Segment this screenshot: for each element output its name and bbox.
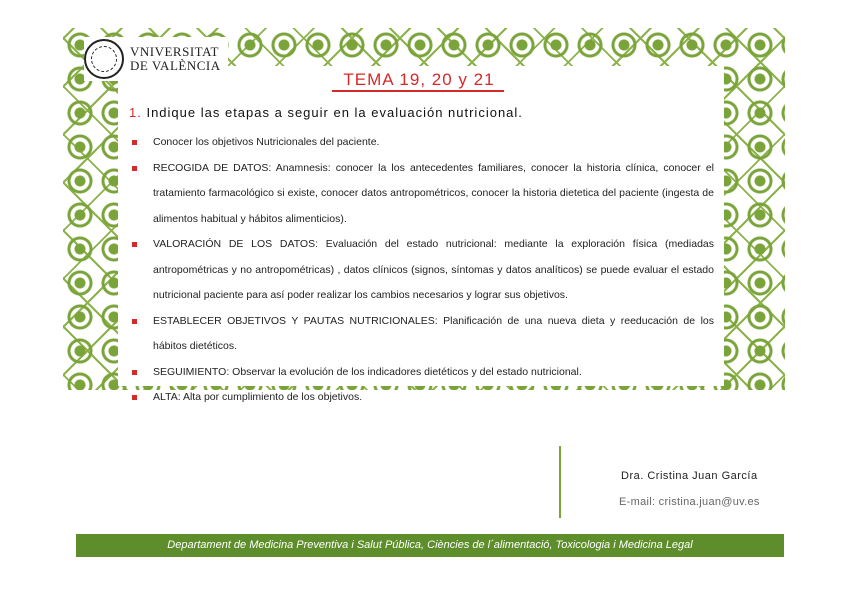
bullet-icon bbox=[132, 319, 137, 324]
university-logo bbox=[84, 37, 228, 81]
list-item-text: Conocer los objetivos Nutricionales del paciente. bbox=[153, 136, 380, 148]
footer-text: Departament de Medicina Preventiva i Salut Pública, Ciències de l´alimentació, Toxicologia i Medicina Legal bbox=[167, 539, 693, 551]
list-item-text: SEGUIMIENTO: Observar la evolución de los indicadores dietéticos y del estado nutricional. bbox=[153, 365, 582, 378]
footer-banner bbox=[76, 534, 784, 557]
list-item-text: ALTA: Alta por cumplimiento de los objetivos. bbox=[153, 391, 363, 403]
list-item bbox=[132, 130, 714, 156]
title-underline bbox=[332, 90, 504, 92]
list-item-text: ESTABLECER OBJETIVOS Y PAUTAS NUTRICIONALES: Planificación de una nueva dieta y reeducación de los hábitos dietéticos. bbox=[153, 314, 714, 352]
question-text: Indique las etapas a seguir en la evaluación nutricional. bbox=[146, 105, 523, 120]
university-name-line2: DE VALÈNCIA bbox=[130, 58, 221, 73]
bullet-icon bbox=[132, 140, 137, 145]
bullet-icon bbox=[132, 166, 137, 171]
author-name: Dra. Cristina Juan García bbox=[621, 470, 758, 482]
list-item bbox=[132, 385, 714, 411]
page-title: TEMA 19, 20 y 21 bbox=[343, 70, 495, 89]
list-item bbox=[132, 156, 714, 233]
list-item bbox=[132, 232, 714, 309]
bullet-icon bbox=[132, 370, 137, 375]
university-seal-icon bbox=[84, 39, 124, 79]
author-email[interactable]: E-mail: cristina.juan@uv.es bbox=[619, 496, 760, 508]
question bbox=[129, 105, 523, 120]
list-item-text: RECOGIDA DE DATOS: Anamnesis: conocer la los antecedentes familiares, conocer la historia clínica, conocer el tratamiento farmacológico si existe, conocer datos antropométricos, conocer la historia dietetica del paciente (ingesta de alimentos habitual y hábitos alimenticios). bbox=[153, 161, 714, 225]
university-name-line1: VNIVERSITAT bbox=[130, 44, 219, 59]
answer-list bbox=[132, 130, 714, 411]
vertical-divider bbox=[559, 446, 561, 518]
university-name bbox=[130, 45, 221, 73]
question-number: 1. bbox=[129, 105, 142, 120]
list-item bbox=[132, 360, 714, 386]
list-item bbox=[132, 309, 714, 360]
list-item-text: VALORACIÓN DE LOS DATOS: Evaluación del estado nutricional: mediante la exploración física (mediadas antropométricas y no antropométricas) , datos clínicos (signos, síntomas y datos analíticos) se puede evaluar el estado nutricional paciente para así poder realizar los cambios necesarios y lograr sus objetivos. bbox=[153, 238, 714, 301]
bullet-icon bbox=[132, 395, 137, 400]
bullet-icon bbox=[132, 242, 137, 247]
